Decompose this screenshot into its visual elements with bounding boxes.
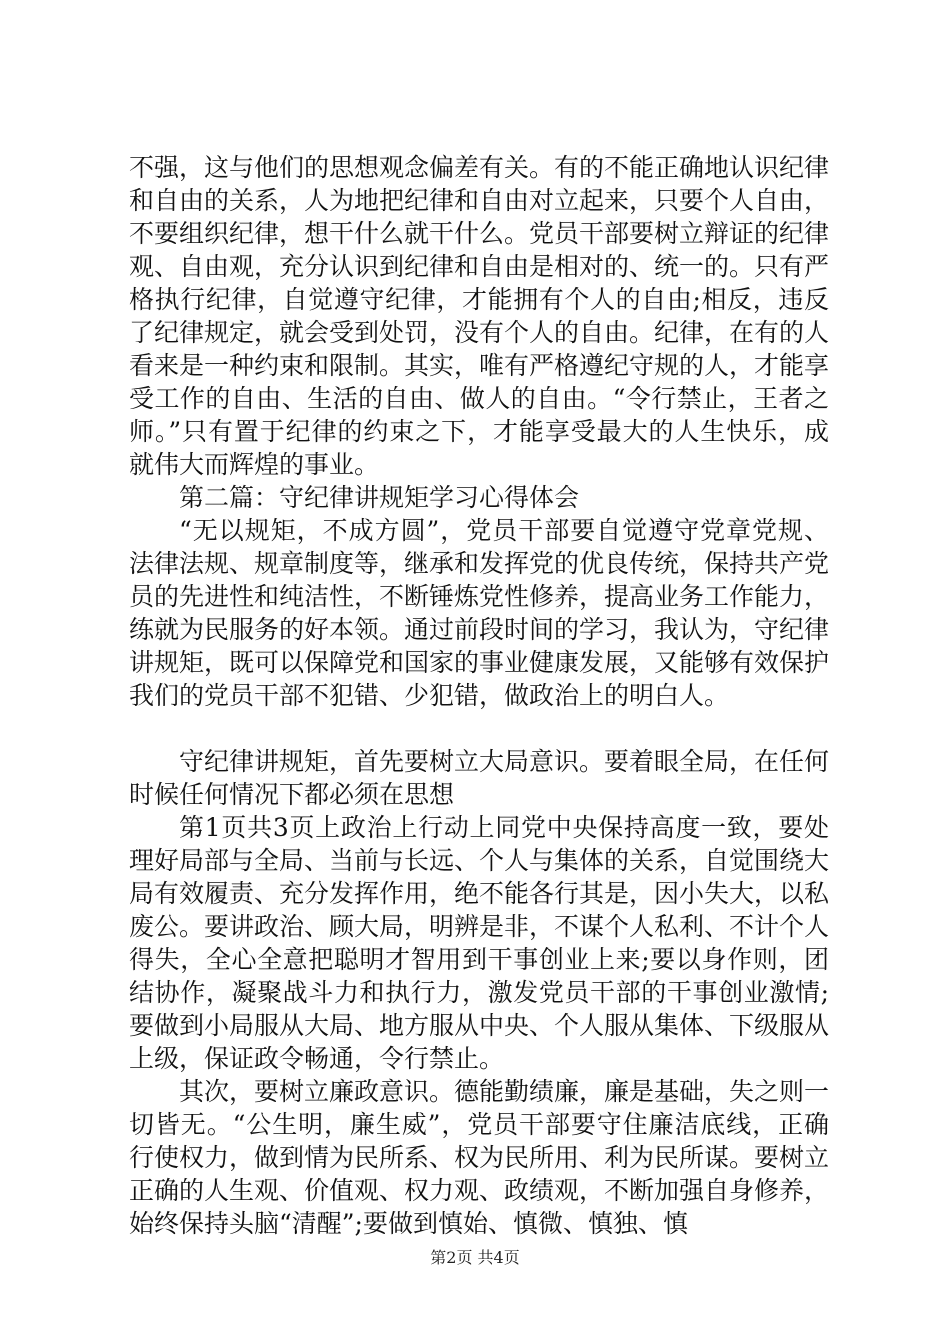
document-body: [129, 151, 829, 1240]
paragraph-continuation: 不强，这与他们的思想观念偏差有关。有的不能正确地认识纪律和自由的关系，人为地把纪律和自由对立起来，只要个人自由，不要组织纪律，想干什么就干什么。党员干部要树立辩证的纪律观、自由观，充分认识到纪律和自由是相对的、统一的。只有严格执行纪律，自觉遵守纪律，才能拥有个人的自由;相反，违反了纪律规定，就会受到处罚，没有个人的自由。纪律，在有的人看来是一种约束和限制。其实，唯有严格遵纪守规的人，才能享受工作的自由、生活的自由、做人的自由。“令行禁止，王者之师。”只有置于纪律的约束之下，才能享受最大的人生快乐，成就伟大而辉煌的事业。: [129, 153, 830, 479]
paragraph-second-point: 其次，要树立廉政意识。德能勤绩廉，廉是基础，失之则一切皆无。“公生明，廉生威”，党员干部要守住廉洁底线，正确行使权力，做到情为民所系、权为民所用、利为民所谋。要树立正确的人生观、价值观、权力观、政绩观，不断加强自身修养，始终保持头脑“清醒”;要做到慎始、慎微、慎独、慎: [129, 1077, 830, 1238]
paragraph-first-point-continued: 第1页共3页上政治上行动上同党中央保持高度一致，要处理好局部与全局、当前与长远、个人与集体的关系，自觉围绕大局有效履责、充分发挥作用，绝不能各行其是，因小失大，以私废公。要讲政治、顾大局，明辨是非，不谋个人私利、不计个人得失，全心全意把聪明才智用到干事创业上来;要以身作则，团结协作，凝聚战斗力和执行力，激发党员干部的干事创业激情;要做到小局服从大局、地方服从中央、个人服从集体、下级服从上级，保证政令畅通，令行禁止。: [129, 813, 830, 1073]
section-heading: 第二篇：守纪律讲规矩学习心得体会: [179, 483, 580, 512]
paragraph-intro: “无以规矩，不成方圆”，党员干部要自觉遵守党章党规、法律法规、规章制度等，继承和发挥党的优良传统，保持共产党员的先进性和纯洁性，不断锤炼党性修养，提高业务工作能力，练就为民服务的好本领。通过前段时间的学习，我认为，守纪律讲规矩，既可以保障党和国家的事业健康发展，又能够有效保护我们的党员干部不犯错、少犯错，做政治上的明白人。: [129, 516, 830, 710]
paragraph-gap: [129, 712, 829, 745]
page-footer: 第2页 共4页: [430, 1248, 520, 1267]
paragraph-first-point: 守纪律讲规矩，首先要树立大局意识。要着眼全局，在任何时候任何情况下都必须在思想: [129, 747, 830, 809]
